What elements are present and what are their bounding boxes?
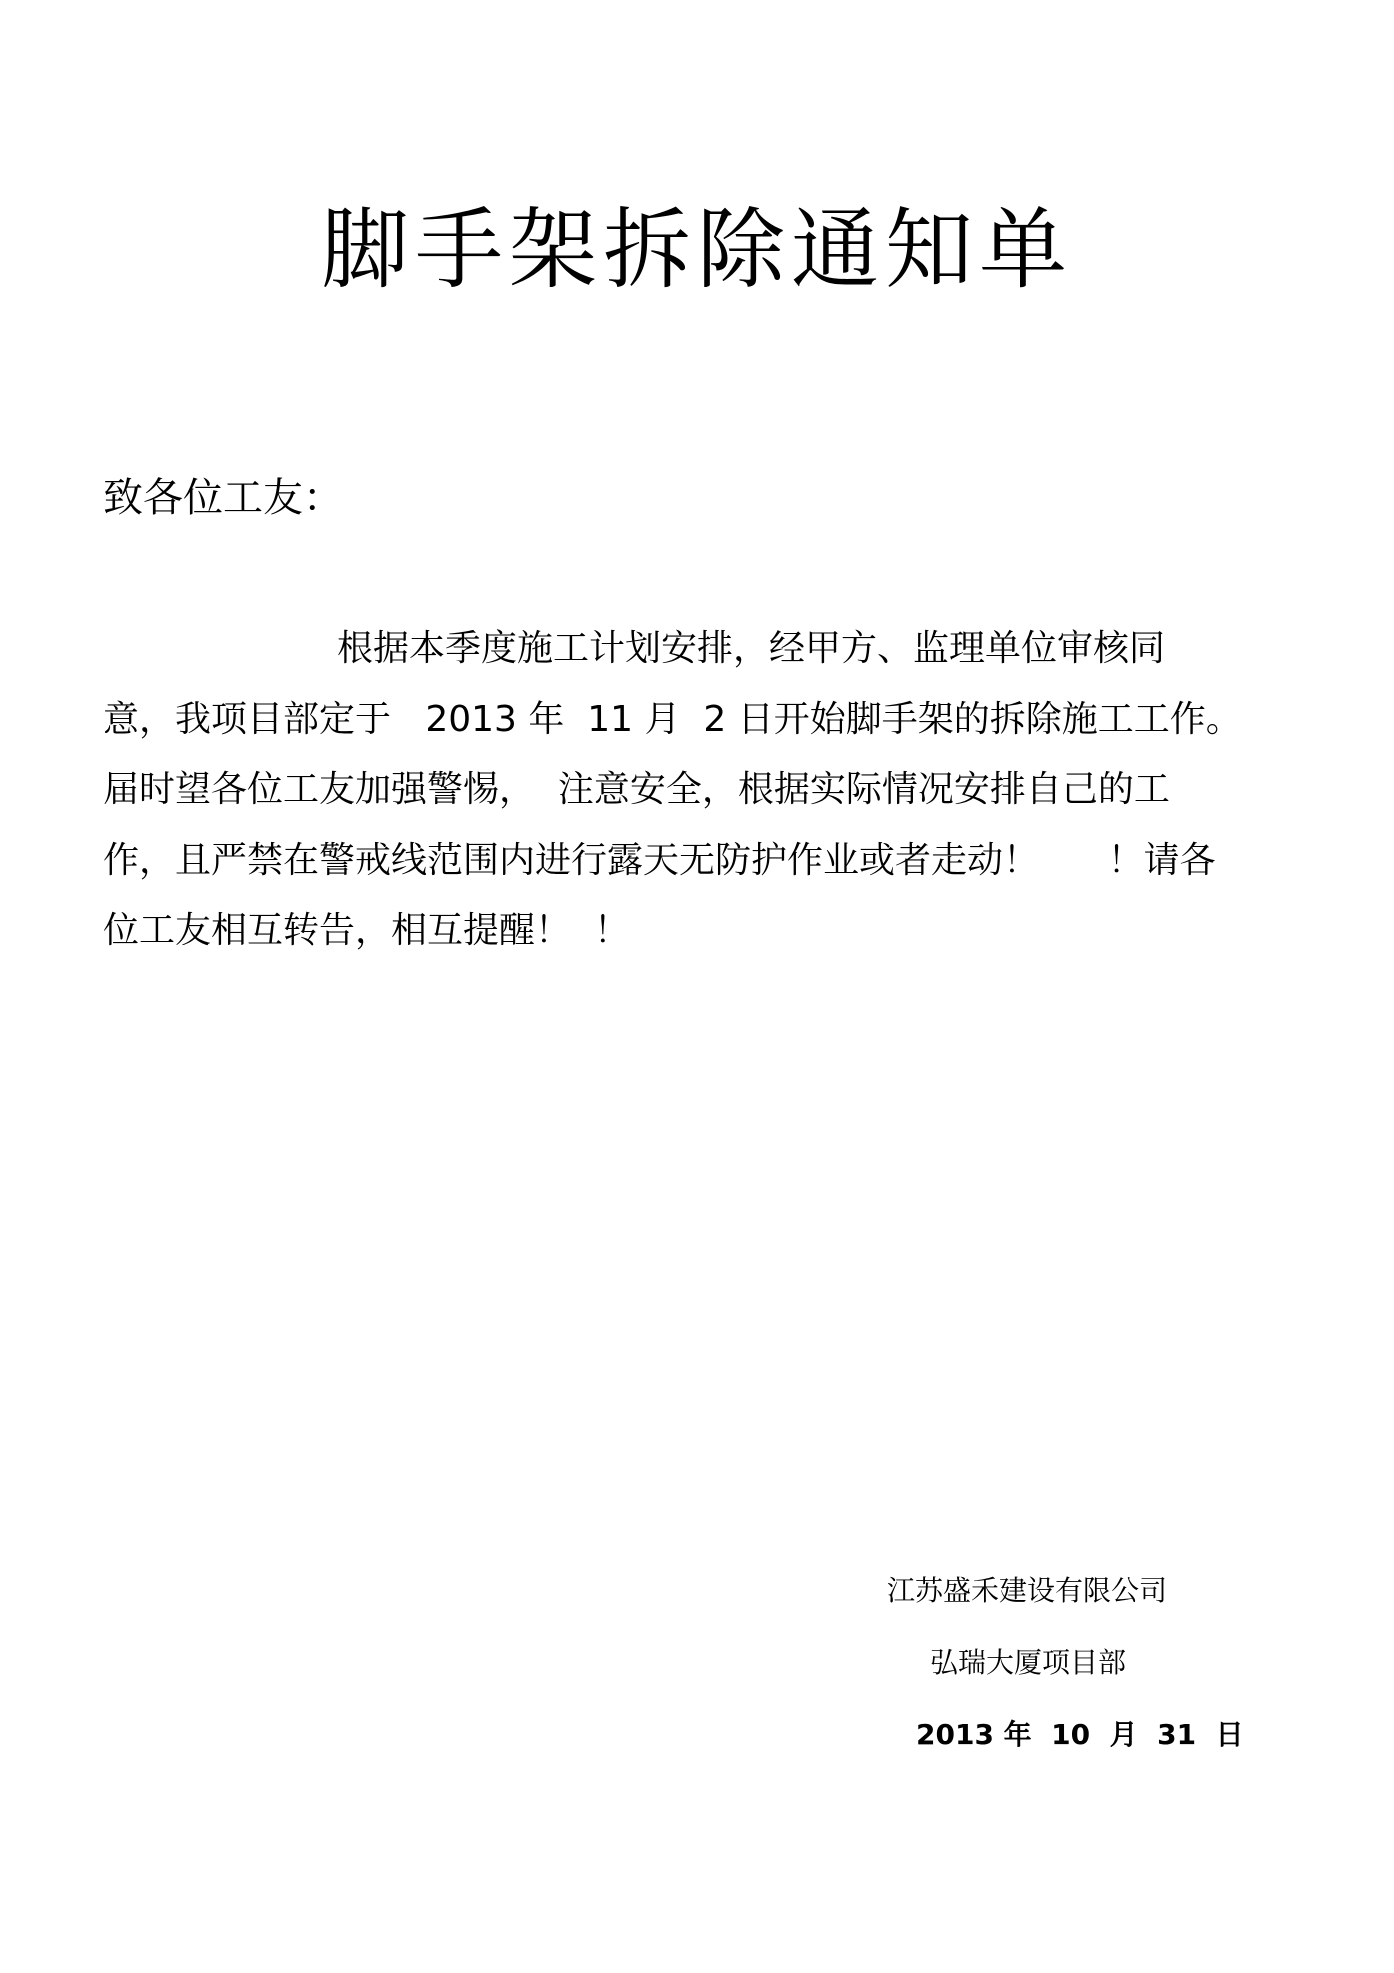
document-title: 脚手架拆除通知单 [320, 198, 1073, 301]
body-paragraph-line: 作，且严禁在警戒线范围内进行露天无防护作业或者走动！ ！请各 [103, 840, 1216, 881]
body-paragraph-line: 根据本季度施工计划安排，经甲方、监理单位审核同 [337, 628, 1166, 669]
signature-company: 江苏盛禾建设有限公司 [887, 1574, 1168, 1607]
body-paragraph-line: 届时望各位工友加强警惕， 注意安全，根据实际情况安排自己的工 [103, 769, 1170, 810]
body-paragraph-line: 意，我项目部定于 2013 年 11 月 2 日开始脚手架的拆除施工工作。 [103, 699, 1242, 740]
body-paragraph-line: 位工友相互转告，相互提醒！ ！ [103, 910, 630, 951]
signature-date: 2013 年 10 月 31 日 [916, 1718, 1244, 1751]
signature-department: 弘瑞大厦项目部 [930, 1646, 1127, 1679]
salutation: 致各位工友： [103, 475, 343, 521]
